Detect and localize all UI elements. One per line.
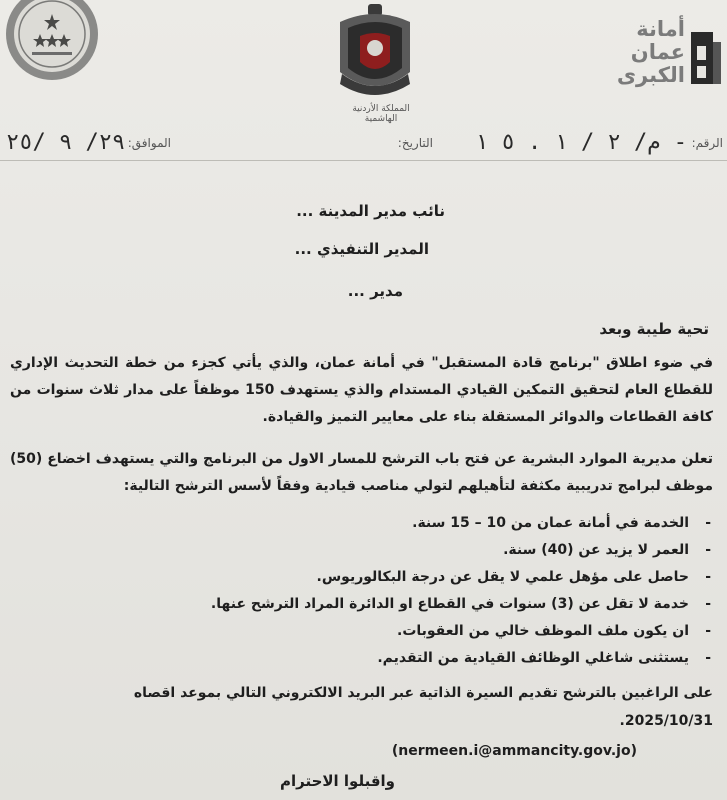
corresponding-label: الموافق: (127, 136, 171, 150)
closing-paragraph-line2: 2025/10/31. (619, 713, 713, 729)
logo-mark-icon (689, 24, 723, 88)
greeting: تحية طيبة وبعد (599, 320, 709, 338)
logo-text (617, 18, 685, 87)
criterion-2: - العمر لا يزيد عن (40) سنة. (60, 537, 711, 564)
logo-line-3: الكبرى (616, 63, 685, 87)
date-label: التاريخ: (397, 136, 433, 150)
addressee-3: مدير ... (347, 282, 403, 300)
criterion-3: - حاصل على مؤهل علمي لا يقل عن درجة البكالوريوس. (60, 564, 711, 591)
number-value: م/ ٢ / ١ . ٥ ١ - (475, 130, 687, 155)
criterion-4: - خدمة لا تقل عن (3) سنوات في القطاع او الدائرة المراد الترشح عنها. (60, 591, 711, 618)
number-label: الرقم: (691, 136, 723, 150)
logo-line-2: عمان (630, 40, 685, 64)
paragraph-announcement: تعلن مديرية الموارد البشرية عن فتح باب الترشح للمسار الاول من البرنامج والتي يستهدف اخضاع (50) موظف لبرامج تدريبية مكثفة لتأهيلهم لتولي مناصب قيادية وفقاً لأسس الترشح التالية: (10, 451, 713, 494)
criteria-list (60, 510, 711, 672)
criterion-1: - الخدمة في أمانة عمان من 10 – 15 سنة. (60, 510, 711, 537)
royal-crest-icon (330, 2, 420, 117)
seal-emblem-icon (2, 0, 102, 84)
criterion-6: - يستثنى شاغلي الوظائف القيادية من التقديم. (60, 645, 711, 672)
contact-email[interactable]: (nermeen.i@ammancity.gov.jo) (391, 743, 637, 759)
crest-caption: المملكة الأردنية الهاشمية (352, 104, 410, 124)
reference-line (0, 130, 727, 160)
logo-line-1: أمانة (636, 17, 685, 41)
closing-paragraph-line1: على الراغبين بالترشح تقديم السيرة الذاتية عبر البريد الالكتروني التالي بموعد اقصاه (133, 685, 713, 701)
header-divider (0, 160, 727, 161)
corresponding-value: ٢٩/ ٩ /٢٥ (6, 130, 126, 155)
paragraph-intro: في ضوء اطلاق "برنامج قادة المستقبل" في أمانة عمان، والذي يأتي كجزء من خطة التحديث الإداري للقطاع العام لتحقيق التمكين القيادي المستدام والذي يستهدف 150 موظفاً على مدار ثلاث سنوات من كافة القطاعات والدوائر المستقلة بناء على معايير التميز والقيادة. (10, 355, 713, 425)
addressee-1: نائب مدير المدينة ... (296, 202, 445, 220)
criterion-5: - ان يكون ملف الموظف خالي من العقوبات. (60, 618, 711, 645)
sign-off: واقبلوا الاحترام (279, 772, 395, 790)
amman-greater-municipality-logo (613, 10, 723, 86)
addressee-2: المدير التنفيذي ... (294, 240, 429, 258)
